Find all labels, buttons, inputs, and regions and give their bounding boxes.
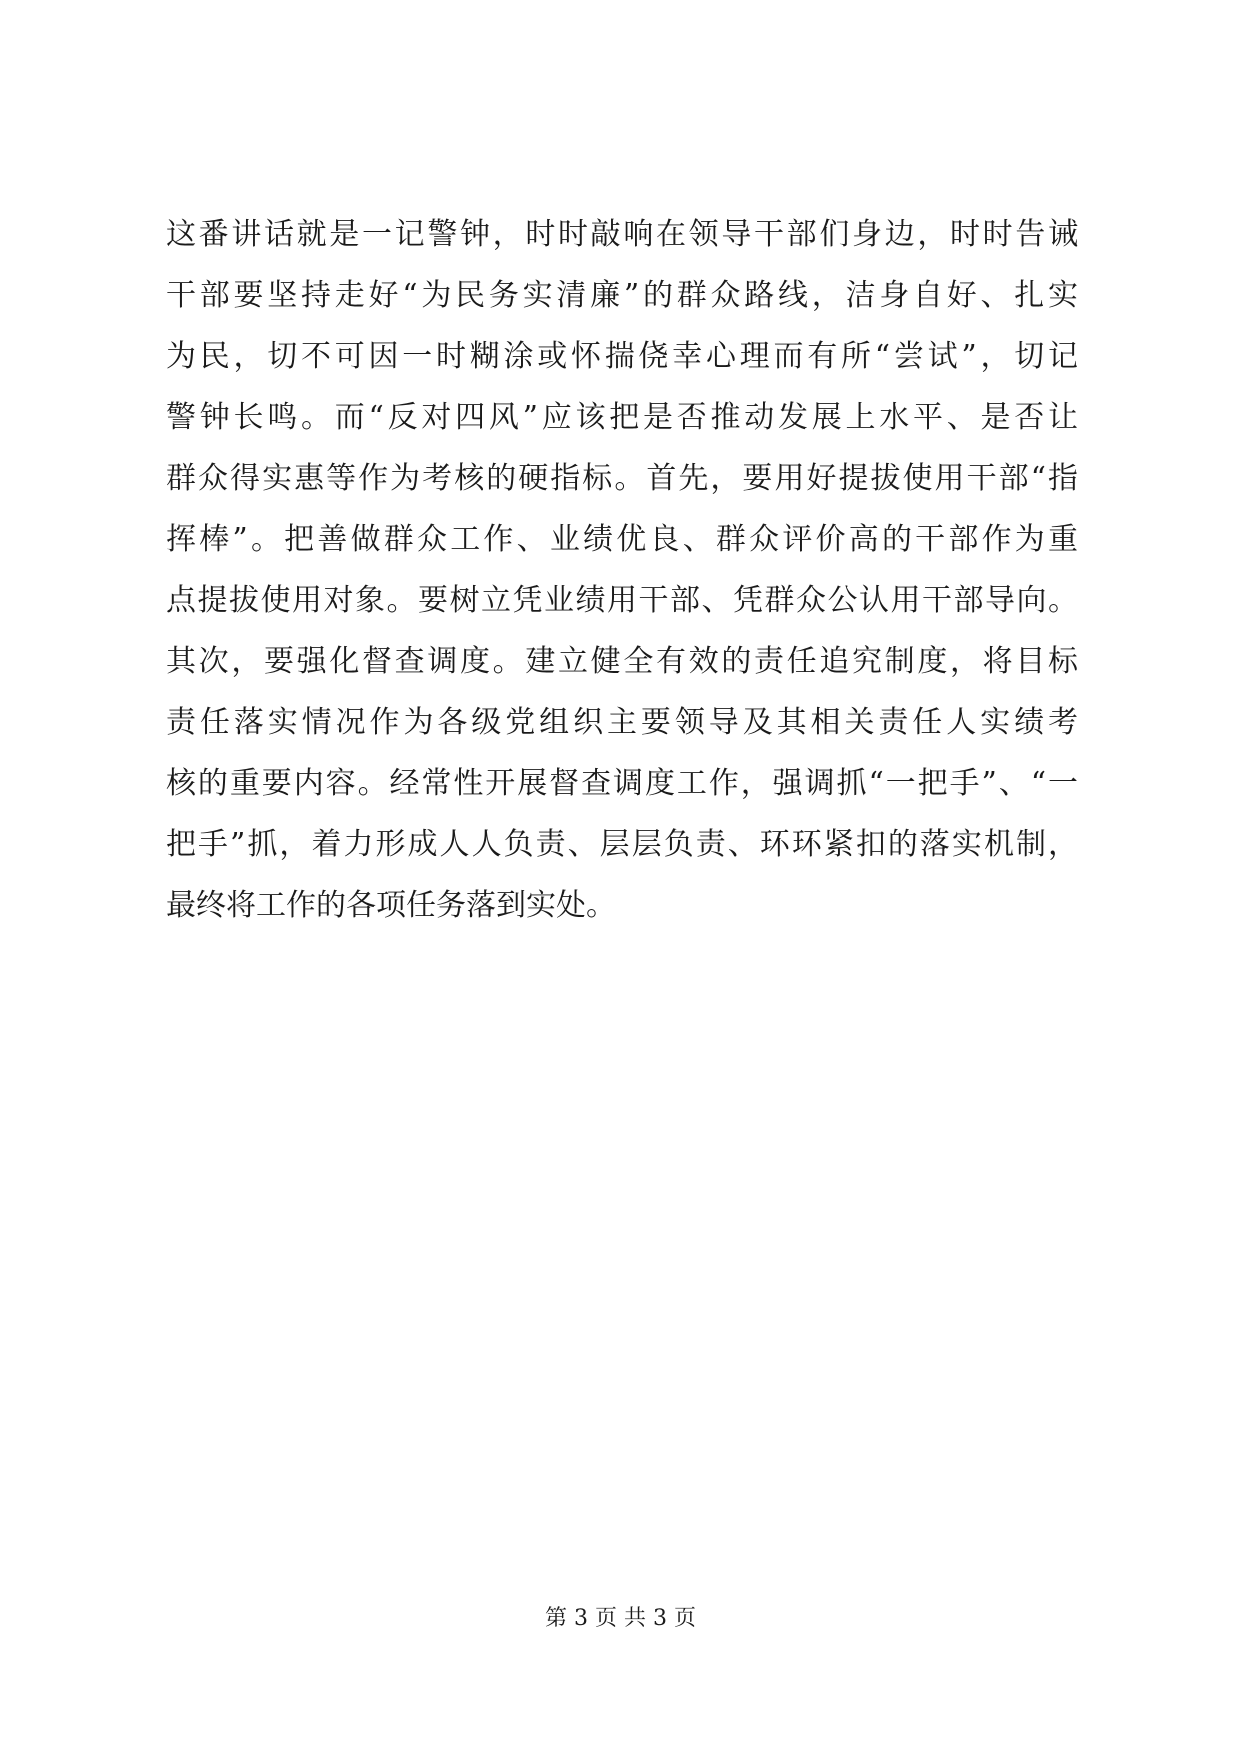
text-line: 其次，要强化督查调度。建立健全有效的责任追究制度，将目标 [166,644,1078,679]
text-line: 群众得实惠等作为考核的硬指标。首先，要用好提拔使用干部“指 [166,461,1078,496]
text-line: 这番讲话就是一记警钟，时时敲响在领导干部们身边，时时告诫 [166,217,1078,252]
text-line: 点提拔使用对象。要树立凭业绩用干部、凭群众公认用干部导向。 [166,583,1078,618]
text-line: 责任落实情况作为各级党组织主要领导及其相关责任人实绩考 [166,705,1078,740]
text-line: 最终将工作的各项任务落到实处。 [166,888,616,923]
page-number-footer: 第 3 页 共 3 页 [545,1606,696,1631]
text-line: 干部要坚持走好“为民务实清廉”的群众路线，洁身自好、扎实 [166,278,1078,313]
text-line: 为民，切不可因一时糊涂或怀揣侥幸心理而有所“尝试”，切记 [166,339,1078,374]
text-line: 把手”抓，着力形成人人负责、层层负责、环环紧扣的落实机制， [166,827,1078,862]
text-line: 核的重要内容。经常性开展督查调度工作，强调抓“一把手”、“一 [166,766,1078,801]
text-line: 挥棒”。把善做群众工作、业绩优良、群众评价高的干部作为重 [166,522,1078,557]
body-paragraph [166,204,1078,936]
text-line: 警钟长鸣。而“反对四风”应该把是否推动发展上水平、是否让 [166,400,1078,435]
